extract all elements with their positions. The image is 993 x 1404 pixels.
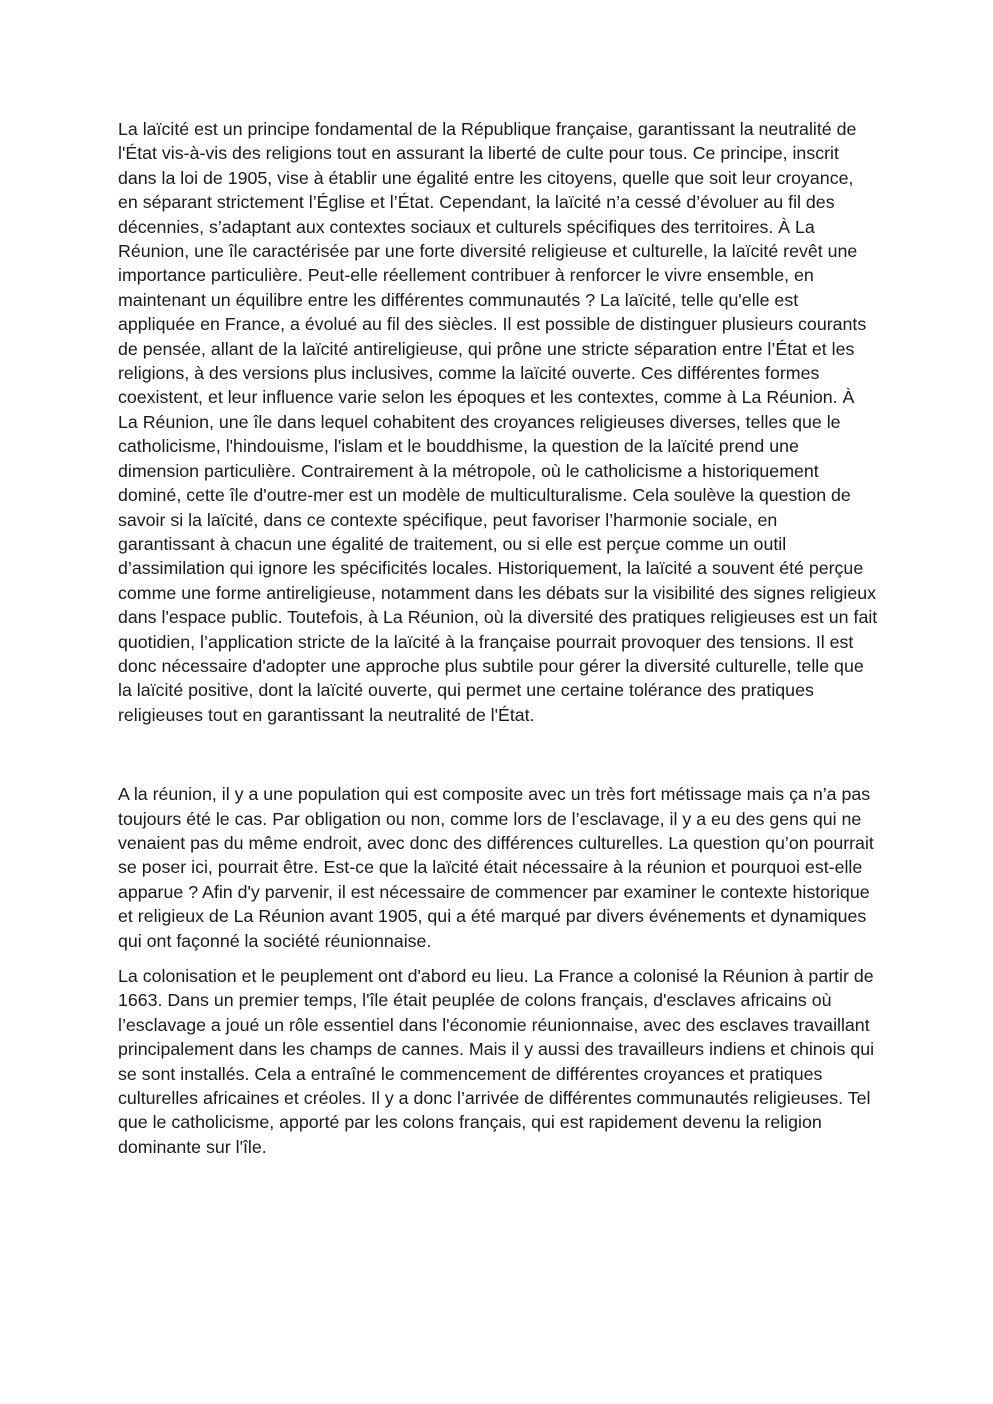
paragraph-intro: La laïcité est un principe fondamental de la République française, garantissant la neutralité de l'État vis-à-vis des religions tout en assurant la liberté de culte pour tous. Ce principe, inscrit dans la loi de 1905, vise à établir une égalité entre les citoyens, quelle que soit leur croyance, en séparant strictement l’Église et l’État. Cependant, la laïcité n’a cessé d’évoluer au fil des décennies, s’adaptant aux contextes sociaux et culturels spécifiques des territoires. À La Réunion, une île caractérisée par une forte diversité religieuse et culturelle, la laïcité revêt une importance particulière. Peut-elle réellement contribuer à renforcer le vivre ensemble, en maintenant un équilibre entre les différentes communautés ? La laïcité, telle qu'elle est appliquée en France, a évolué au fil des siècles. Il est possible de distinguer plusieurs courants de pensée, allant de la laïcité antireligieuse, qui prône une stricte séparation entre l’État et les religions, à des versions plus inclusives, comme la laïcité ouverte. Ces différentes formes coexistent, et leur influence varie selon les époques et les contextes, comme à La Réunion. À La Réunion, une île dans lequel cohabitent des croyances religieuses diverses, telles que le catholicisme, l'hindouisme, l'islam et le bouddhisme, la question de la laïcité prend une dimension particulière. Contrairement à la métropole, où le catholicisme a historiquement dominé, cette île d'outre-mer est un modèle de multiculturalisme. Cela soulève la question de savoir si la laïcité, dans ce contexte spécifique, peut favoriser l’harmonie sociale, en garantissant à chacun une égalité de traitement, ou si elle est perçue comme un outil d’assimilation qui ignore les spécificités locales. Historiquement, la laïcité a souvent été perçue comme une forme antireligieuse, notamment dans les débats sur la visibilité des signes religieux dans l'espace public. Toutefois, à La Réunion, où la diversité des pratiques religieuses est un fait quotidien, l’application stricte de la laïcité à la française pourrait provoquer des tensions. Il est donc nécessaire d'adopter une approche plus subtile pour gérer la diversité culturelle, telle que la laïcité positive, dont la laïcité ouverte, qui permet une certaine tolérance des pratiques religieuses tout en garantissant la neutralité de l'État.: [118, 119, 878, 725]
document-page: [118, 117, 878, 1159]
paragraph-population: A la réunion, il y a une population qui est composite avec un très fort métissage mais ça n’a pas toujours été le cas. Par obligation ou non, comme lors de l’esclavage, il y a eu des gens qui ne venaient pas du même endroit, avec donc des différences culturelles. La question qu’on pourrait se poser ici, pourrait être. Est-ce que la laïcité était nécessaire à la réunion et pourquoi est-elle apparue ? Afin d'y parvenir, il est nécessaire de commencer par examiner le contexte historique et religieux de La Réunion avant 1905, qui a été marqué par divers événements et dynamiques qui ont façonné la société réunionnaise.: [118, 784, 874, 951]
paragraph-colonisation: La colonisation et le peuplement ont d'abord eu lieu. La France a colonisé la Réunion à partir de 1663. Dans un premier temps, l'île était peuplée de colons français, d'esclaves africains où l’esclavage a joué un rôle essentiel dans l'économie réunionnaise, avec des esclaves travaillant principalement dans les champs de cannes. Mais il y aussi des travailleurs indiens et chinois qui se sont installés. Cela a entraîné le commencement de différentes croyances et pratiques culturelles africaines et créoles. Il y a donc l’arrivée de différentes communautés religieuses. Tel que le catholicisme, apporté par les colons français, qui est rapidement devenu la religion dominante sur l'île.: [118, 966, 875, 1157]
